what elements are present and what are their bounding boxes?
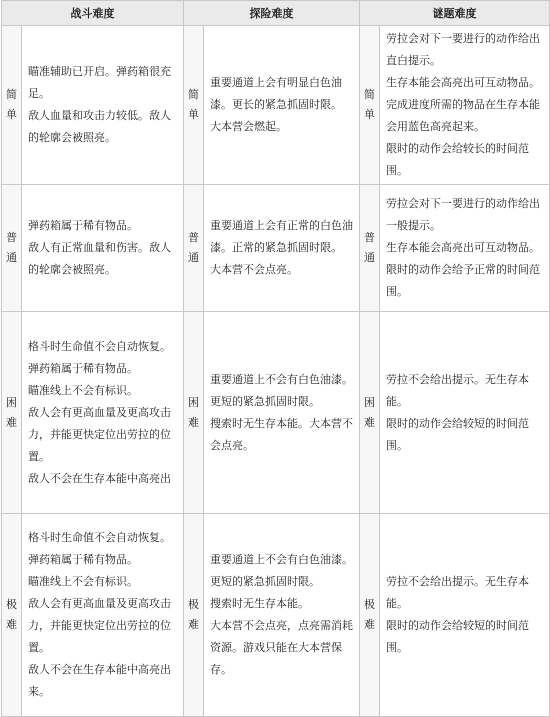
combat-description: 格斗时生命值不会自动恢复。弹药箱属于稀有物品。 瞄准线上不会有标识。 敌人会有更高血量及更高攻击力，并能更快定位出劳拉的位置。 敌人不会在生存本能中高亮出	[22, 312, 184, 514]
explore-description: 重要通道上会有明显白色油漆。更长的紧急抓固时限。 大本营会燃起。	[204, 26, 360, 185]
puzzle-description: 劳拉不会给出提示。无生存本能。 限时的动作会给较短的时间范围。	[380, 312, 550, 514]
combat-description: 瞄准辅助已开启。弹药箱很充足。 敌人血量和攻击力较低。敌人的轮廓会被照亮。	[22, 26, 184, 185]
explore-description: 重要通道上会有正常的白色油漆。正常的紧急抓固时限。 大本营不会点亮。	[204, 185, 360, 312]
puzzle-description: 劳拉会对下一要进行的动作给出一般提示。 生存本能会高亮出可互动物品。 限时的动作会给予正常的时间范围。	[380, 185, 550, 312]
header-explore: 探险难度	[184, 1, 360, 26]
table-row	[2, 312, 550, 514]
header-row	[2, 1, 550, 26]
table-row	[2, 26, 550, 185]
table-row	[2, 514, 550, 717]
explore-description: 重要通道上不会有白色油漆。 更短的紧急抓固时限。 搜索时无生存本能。大本营不会点亮。	[204, 312, 360, 514]
puzzle-level-cell: 普 通	[360, 185, 380, 312]
explore-level-cell: 普 通	[184, 185, 204, 312]
combat-level-cell: 困 难	[2, 312, 22, 514]
explore-description: 重要通道上不会有白色油漆。 更短的紧急抓固时限。 搜索时无生存本能。 大本营不会点亮，点亮需消耗资源。游戏只能在大本营保存。	[204, 514, 360, 717]
header-puzzle: 谜题难度	[360, 1, 550, 26]
header-combat: 战斗难度	[2, 1, 184, 26]
puzzle-level-cell: 困 难	[360, 312, 380, 514]
combat-level-cell: 简 单	[2, 26, 22, 185]
puzzle-description: 劳拉会对下一要进行的动作给出直白提示。 生存本能会高亮出可互动物品。 完成进度所需的物品在生存本能会用蓝色高亮起来。 限时的动作会给较长的时间范围。	[380, 26, 550, 185]
combat-description: 格斗时生命值不会自动恢复。弹药箱属于稀有物品。 瞄准线上不会有标识。 敌人会有更高血量及更高攻击力，并能更快定位出劳拉的位置。 敌人不会在生存本能中高亮出来。	[22, 514, 184, 717]
explore-level-cell: 简 单	[184, 26, 204, 185]
combat-description: 弹药箱属于稀有物品。 敌人有正常血量和伤害。敌人的轮廓会被照亮。	[22, 185, 184, 312]
explore-level-cell: 极 难	[184, 514, 204, 717]
combat-level-cell: 普 通	[2, 185, 22, 312]
explore-level-cell: 困 难	[184, 312, 204, 514]
table-row	[2, 185, 550, 312]
puzzle-description: 劳拉不会给出提示。无生存本能。 限时的动作会给较短的时间范围。	[380, 514, 550, 717]
puzzle-level-cell: 简 单	[360, 26, 380, 185]
combat-level-cell: 极 难	[2, 514, 22, 717]
difficulty-table	[1, 0, 550, 717]
puzzle-level-cell: 极 难	[360, 514, 380, 717]
